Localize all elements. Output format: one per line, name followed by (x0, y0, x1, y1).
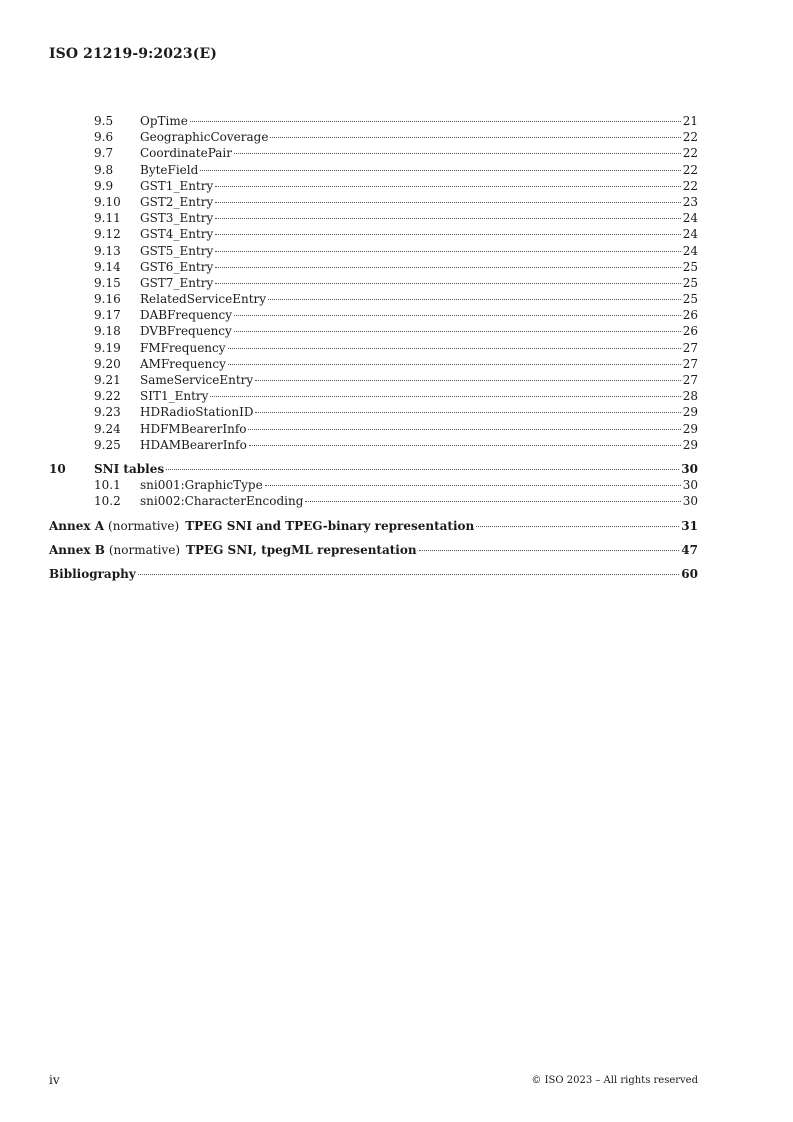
dot-leader (249, 445, 681, 446)
toc-entry-page: 30 (682, 478, 698, 493)
toc-entry-page: 28 (682, 389, 698, 404)
toc-entry-number: 9.25 (94, 437, 121, 452)
dot-leader (215, 202, 680, 203)
toc-entry-number: 9.24 (94, 421, 121, 436)
toc-entry-title: sni002:CharacterEncoding (140, 494, 304, 509)
toc-entry-9-8[interactable] (49, 162, 698, 178)
toc-entry-number: 9.18 (94, 324, 121, 339)
toc-entry-title: HDAMBearerInfo (140, 437, 247, 452)
toc-entry-title: GST4_Entry (140, 227, 214, 242)
toc-entry-title: sni001:GraphicType (140, 478, 263, 493)
toc-entry-9-11[interactable] (49, 210, 698, 226)
toc-entry-number: 9.10 (94, 194, 121, 209)
annex-label: Annex A (49, 518, 105, 533)
toc-entry-page: 24 (682, 227, 698, 242)
dot-leader (215, 234, 680, 235)
toc-entry-page: 27 (682, 356, 698, 371)
dot-leader (234, 153, 681, 154)
toc-entry-number: 10.2 (94, 494, 121, 509)
toc-entry-page: 25 (682, 259, 698, 274)
toc-entry-9-10[interactable] (49, 194, 698, 210)
dot-leader (215, 186, 680, 187)
toc-entry-page: 24 (682, 243, 698, 258)
toc-entry-page: 29 (682, 437, 698, 452)
dot-leader (215, 251, 680, 252)
toc-entry-number: 9.7 (94, 146, 114, 161)
toc-entry-number: 9.20 (94, 356, 121, 371)
toc-entry-title: GST1_Entry (140, 178, 214, 193)
toc-entry-9-25[interactable] (49, 437, 698, 453)
toc-entry-title: CoordinatePair (140, 146, 232, 161)
dot-leader (255, 412, 680, 413)
toc-entry-number: 10.1 (94, 478, 121, 493)
toc-entry-title: HDRadioStationID (140, 405, 254, 420)
dot-leader (234, 315, 681, 316)
toc-entry-page: 22 (682, 178, 698, 193)
toc-entry-9-19[interactable] (49, 340, 698, 356)
annex-kind: (normative) (108, 542, 181, 557)
toc-entry-page: 30 (681, 461, 698, 476)
toc-entry-page: 25 (682, 292, 698, 307)
annex-kind: (normative) (108, 518, 180, 533)
toc-entry-title: DVBFrequency (140, 324, 232, 339)
page-number: iv (49, 1073, 60, 1087)
annex-title: TPEG SNI and TPEG-binary representation (185, 518, 475, 533)
toc-entry-number: 9.23 (94, 405, 121, 420)
toc-entry-10-2[interactable] (49, 493, 698, 509)
toc-entry-title: GeographicCoverage (140, 130, 269, 145)
toc-entry-title: HDFMBearerInfo (140, 421, 247, 436)
toc-entry-title: GST7_Entry (140, 275, 214, 290)
toc-entry-page: 24 (682, 211, 698, 226)
toc-entry-9-15[interactable] (49, 275, 698, 291)
toc-entry-page: 29 (682, 421, 698, 436)
toc-entry-number: 9.15 (94, 275, 121, 290)
toc-entry-bibliography[interactable] (49, 566, 698, 582)
dot-leader (476, 526, 679, 527)
toc-entry-title: SIT1_Entry (140, 389, 209, 404)
toc-entry-page: 21 (682, 114, 698, 128)
toc-entry-title: DABFrequency (140, 308, 233, 323)
toc-entry-number: 9.16 (94, 292, 121, 307)
toc-entry-9-17[interactable] (49, 307, 698, 323)
toc-entry-9-7[interactable] (49, 145, 698, 161)
toc-entry-annex-b[interactable] (49, 542, 698, 558)
dot-leader (228, 348, 681, 349)
toc-entry-title: SameServiceEntry (140, 373, 254, 387)
toc-entry-page: 47 (681, 542, 698, 557)
dot-leader (248, 429, 680, 430)
toc-entry-number: 9.12 (94, 227, 121, 242)
toc-entry-9-21[interactable] (49, 372, 698, 388)
dot-leader (215, 218, 680, 219)
toc-entry-title: GST2_Entry (140, 194, 214, 209)
toc-entry-title: GST3_Entry (140, 211, 214, 226)
toc-entry-page: 25 (682, 275, 698, 290)
dot-leader (419, 550, 680, 551)
toc-entry-9-12[interactable] (49, 226, 698, 242)
toc-entry-page: 22 (682, 130, 698, 145)
toc-entry-title: ByteField (140, 162, 199, 177)
toc-entry-9-13[interactable] (49, 243, 698, 259)
dot-leader (270, 137, 680, 138)
table-of-contents (49, 113, 698, 582)
toc-entry-page: 30 (682, 494, 698, 509)
toc-entry-number: 9.14 (94, 259, 121, 274)
toc-entry-9-22[interactable] (49, 388, 698, 404)
dot-leader (268, 299, 681, 300)
toc-entry-page: 31 (681, 518, 698, 533)
document-id-header: ISO 21219-9:2023(E) (49, 46, 217, 62)
toc-entry-9-18[interactable] (49, 323, 698, 339)
toc-entry-number: 9.6 (94, 130, 114, 145)
toc-entry-number: 9.21 (94, 373, 121, 387)
toc-entry-title: AMFrequency (140, 356, 226, 371)
toc-entry-9-5[interactable] (49, 113, 698, 129)
annex-title: TPEG SNI, tpegML representation (186, 542, 417, 557)
toc-entry-title: SNI tables (94, 461, 165, 476)
toc-entry-title: GST6_Entry (140, 259, 214, 274)
copyright-notice: © ISO 2023 – All rights reserved (531, 1075, 698, 1086)
toc-entry-10[interactable] (49, 461, 698, 477)
dot-leader (265, 485, 681, 486)
dot-leader (210, 396, 680, 397)
dot-leader (305, 501, 680, 502)
toc-entry-number: 9.19 (94, 340, 121, 355)
toc-entry-number: 10 (49, 461, 66, 476)
toc-entry-9-24[interactable] (49, 421, 698, 437)
toc-entry-page: 27 (682, 340, 698, 355)
toc-entry-page: 22 (682, 146, 698, 161)
dot-leader (200, 170, 680, 171)
toc-entry-number: 9.9 (94, 178, 114, 193)
toc-entry-number: 9.8 (94, 162, 114, 177)
dot-leader (138, 574, 680, 575)
toc-entry-number: 9.22 (94, 389, 121, 404)
toc-entry-number: 9.5 (94, 114, 114, 128)
toc-entry-page: 26 (682, 308, 698, 323)
toc-entry-title: GST5_Entry (140, 243, 214, 258)
dot-leader (166, 469, 679, 470)
dot-leader (234, 331, 681, 332)
dot-leader (255, 380, 681, 381)
toc-entry-9-20[interactable] (49, 356, 698, 372)
toc-entry-title: RelatedServiceEntry (140, 292, 267, 307)
dot-leader (228, 364, 681, 365)
toc-entry-page: 27 (682, 373, 698, 387)
annex-label: Annex B (49, 542, 105, 557)
toc-entry-page: 26 (682, 324, 698, 339)
toc-entry-10-1[interactable] (49, 477, 698, 493)
toc-entry-annex-a[interactable] (49, 518, 698, 534)
toc-entry-page: 60 (681, 566, 698, 581)
toc-entry-title: Bibliography (49, 566, 136, 581)
toc-entry-9-9[interactable] (49, 178, 698, 194)
toc-entry-9-23[interactable] (49, 404, 698, 420)
toc-entry-title: FMFrequency (140, 340, 226, 355)
toc-entry-number: 9.13 (94, 243, 121, 258)
toc-entry-page: 29 (682, 405, 698, 420)
toc-entry-page: 22 (682, 162, 698, 177)
toc-entry-title: OpTime (140, 114, 188, 128)
toc-entry-number: 9.11 (94, 211, 121, 226)
toc-entry-9-16[interactable] (49, 291, 698, 307)
toc-entry-9-6[interactable] (49, 129, 698, 145)
dot-leader (190, 121, 681, 122)
toc-entry-page: 23 (682, 194, 698, 209)
dot-leader (215, 267, 680, 268)
toc-entry-9-14[interactable] (49, 259, 698, 275)
toc-entry-number: 9.17 (94, 308, 121, 323)
dot-leader (215, 283, 680, 284)
